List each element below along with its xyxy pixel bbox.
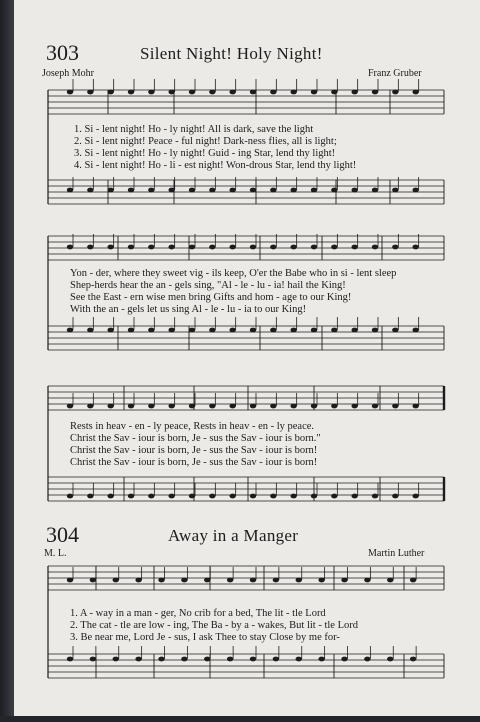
note-head xyxy=(107,245,113,250)
lyric-line: Yon - der, where they sweet vig - ils keep, O'er the Babe who in si - lent sleep xyxy=(70,268,397,279)
note-head xyxy=(331,188,337,193)
note-head xyxy=(128,404,134,409)
note-head xyxy=(318,657,324,662)
note-head xyxy=(311,494,317,499)
treble-staff xyxy=(48,566,444,590)
bass-staff xyxy=(48,326,444,350)
composer: Franz Gruber xyxy=(368,68,422,79)
note-head xyxy=(67,657,73,662)
note-head xyxy=(229,494,235,499)
note-head xyxy=(250,578,256,583)
note-head xyxy=(135,578,141,583)
note-head xyxy=(351,245,357,250)
note-head xyxy=(250,328,256,333)
note-head xyxy=(392,404,398,409)
note-head xyxy=(387,578,393,583)
note-head xyxy=(148,328,154,333)
note-head xyxy=(387,657,393,662)
note-head xyxy=(209,404,215,409)
lyric-line: Rests in heav - en - ly peace, Rests in heav - en - ly peace. xyxy=(70,421,315,432)
note-head xyxy=(168,494,174,499)
note-head xyxy=(148,494,154,499)
note-head xyxy=(410,578,416,583)
note-head xyxy=(189,245,195,250)
note-head xyxy=(296,657,302,662)
lyric-line: Christ the Sav - iour is born, Je - sus the Sav - iour is born." xyxy=(70,433,321,444)
treble-staff xyxy=(48,236,444,260)
note-head xyxy=(351,494,357,499)
note-head xyxy=(372,245,378,250)
note-head xyxy=(113,657,119,662)
note-head xyxy=(107,328,113,333)
note-head xyxy=(290,328,296,333)
note-head xyxy=(229,404,235,409)
note-head xyxy=(87,188,93,193)
note-head xyxy=(113,578,119,583)
note-head xyxy=(168,245,174,250)
note-head xyxy=(331,328,337,333)
lyricist: Joseph Mohr xyxy=(42,68,94,79)
note-head xyxy=(290,90,296,95)
note-head xyxy=(250,188,256,193)
note-head xyxy=(250,90,256,95)
note-head xyxy=(148,404,154,409)
note-head xyxy=(412,494,418,499)
lyric-line: 3. Be near me, Lord Je - sus, I ask Thee to stay Close by me for- xyxy=(70,632,340,643)
lyric-line: 4. Si - lent night! Ho - li - est night! Won-drous Star, lend thy light! xyxy=(74,160,357,171)
note-head xyxy=(372,188,378,193)
note-head xyxy=(372,494,378,499)
page-bottom-edge xyxy=(0,716,480,722)
note-head xyxy=(331,90,337,95)
book-spine xyxy=(0,0,14,722)
note-head xyxy=(90,578,96,583)
note-head xyxy=(209,90,215,95)
note-head xyxy=(148,245,154,250)
treble-staff xyxy=(48,386,444,410)
note-head xyxy=(67,404,73,409)
note-head xyxy=(229,90,235,95)
lyric-line: Christ the Sav - iour is born, Je - sus the Sav - iour is born! xyxy=(70,457,318,468)
note-head xyxy=(318,578,324,583)
note-head xyxy=(107,494,113,499)
note-head xyxy=(128,188,134,193)
hymnal-page xyxy=(14,0,480,716)
note-head xyxy=(311,328,317,333)
note-head xyxy=(364,578,370,583)
note-head xyxy=(87,494,93,499)
note-head xyxy=(412,328,418,333)
hymn-number: 303 xyxy=(46,40,79,65)
bass-staff xyxy=(48,477,444,501)
note-head xyxy=(204,657,210,662)
treble-staff xyxy=(48,90,444,114)
note-head xyxy=(270,188,276,193)
note-head xyxy=(410,657,416,662)
note-head xyxy=(128,245,134,250)
lyric-line: Christ the Sav - iour is born, Je - sus the Sav - iour is born! xyxy=(70,445,318,456)
lyric-line: 1. A - way in a man - ger, No crib for a bed, The lit - tle Lord xyxy=(70,608,326,619)
lyric-line: See the East - ern wise men bring Gifts and hom - age to our King! xyxy=(70,292,352,303)
note-head xyxy=(270,404,276,409)
note-head xyxy=(87,328,93,333)
note-head xyxy=(270,245,276,250)
note-head xyxy=(158,578,164,583)
note-head xyxy=(331,494,337,499)
note-head xyxy=(290,245,296,250)
note-head xyxy=(229,188,235,193)
note-head xyxy=(229,328,235,333)
lyric-line: 2. The cat - tle are low - ing, The Ba - by a - wakes, But lit - tle Lord xyxy=(70,620,358,631)
note-head xyxy=(351,328,357,333)
note-head xyxy=(87,245,93,250)
lyric-line: 2. Si - lent night! Peace - ful night! Dark-ness flies, all is light; xyxy=(74,136,337,147)
note-head xyxy=(67,90,73,95)
note-head xyxy=(412,404,418,409)
note-head xyxy=(311,90,317,95)
composer-initials: M. L. xyxy=(44,548,67,559)
note-head xyxy=(290,404,296,409)
note-head xyxy=(87,404,93,409)
note-head xyxy=(311,404,317,409)
hymn-title: Away in a Manger xyxy=(168,526,299,545)
bass-staff xyxy=(48,654,444,678)
note-head xyxy=(290,494,296,499)
note-head xyxy=(372,90,378,95)
note-head xyxy=(107,90,113,95)
note-head xyxy=(273,578,279,583)
note-head xyxy=(227,657,233,662)
note-head xyxy=(311,188,317,193)
note-head xyxy=(270,328,276,333)
note-head xyxy=(158,657,164,662)
note-head xyxy=(148,188,154,193)
note-head xyxy=(227,578,233,583)
note-head xyxy=(181,578,187,583)
note-head xyxy=(189,188,195,193)
note-head xyxy=(189,494,195,499)
note-head xyxy=(270,90,276,95)
note-head xyxy=(296,578,302,583)
note-head xyxy=(392,328,398,333)
note-head xyxy=(209,328,215,333)
note-head xyxy=(250,245,256,250)
hymn-number: 304 xyxy=(46,522,79,547)
note-head xyxy=(372,328,378,333)
lyric-line: 3. Si - lent night! Ho - ly night! Guid - ing Star, lend thy light! xyxy=(74,148,336,159)
note-head xyxy=(135,657,141,662)
note-head xyxy=(107,188,113,193)
lyric-line: Shep-herds hear the an - gels sing, "Al - le - lu - ia! hail the King! xyxy=(70,280,346,291)
note-head xyxy=(128,328,134,333)
note-head xyxy=(168,90,174,95)
note-head xyxy=(107,404,113,409)
note-head xyxy=(209,245,215,250)
note-head xyxy=(372,404,378,409)
note-head xyxy=(250,657,256,662)
note-head xyxy=(273,657,279,662)
note-head xyxy=(67,494,73,499)
note-head xyxy=(412,90,418,95)
note-head xyxy=(209,494,215,499)
bass-staff xyxy=(48,180,444,204)
note-head xyxy=(189,90,195,95)
note-head xyxy=(168,328,174,333)
note-head xyxy=(189,404,195,409)
note-head xyxy=(67,578,73,583)
note-head xyxy=(311,245,317,250)
note-head xyxy=(412,245,418,250)
note-head xyxy=(412,188,418,193)
note-head xyxy=(331,245,337,250)
note-head xyxy=(250,494,256,499)
note-head xyxy=(67,328,73,333)
note-head xyxy=(250,404,256,409)
lyricist: Martin Luther xyxy=(368,548,425,559)
note-head xyxy=(209,188,215,193)
note-head xyxy=(90,657,96,662)
note-head xyxy=(351,188,357,193)
note-head xyxy=(168,404,174,409)
note-head xyxy=(181,657,187,662)
note-head xyxy=(128,494,134,499)
note-head xyxy=(168,188,174,193)
note-head xyxy=(128,90,134,95)
note-head xyxy=(351,404,357,409)
note-head xyxy=(67,245,73,250)
note-head xyxy=(87,90,93,95)
note-head xyxy=(341,578,347,583)
note-head xyxy=(392,245,398,250)
note-head xyxy=(341,657,347,662)
hymn-title: Silent Night! Holy Night! xyxy=(140,44,323,63)
note-head xyxy=(392,494,398,499)
note-head xyxy=(392,188,398,193)
note-head xyxy=(351,90,357,95)
note-head xyxy=(364,657,370,662)
note-head xyxy=(229,245,235,250)
lyric-line: 1. Si - lent night! Ho - ly night! All is dark, save the light xyxy=(74,124,314,135)
note-head xyxy=(204,578,210,583)
note-head xyxy=(148,90,154,95)
note-head xyxy=(290,188,296,193)
note-head xyxy=(270,494,276,499)
note-head xyxy=(331,404,337,409)
note-head xyxy=(67,188,73,193)
note-head xyxy=(189,328,195,333)
lyric-line: With the an - gels let us sing Al - le - lu - ia to our King! xyxy=(70,304,307,315)
note-head xyxy=(392,90,398,95)
